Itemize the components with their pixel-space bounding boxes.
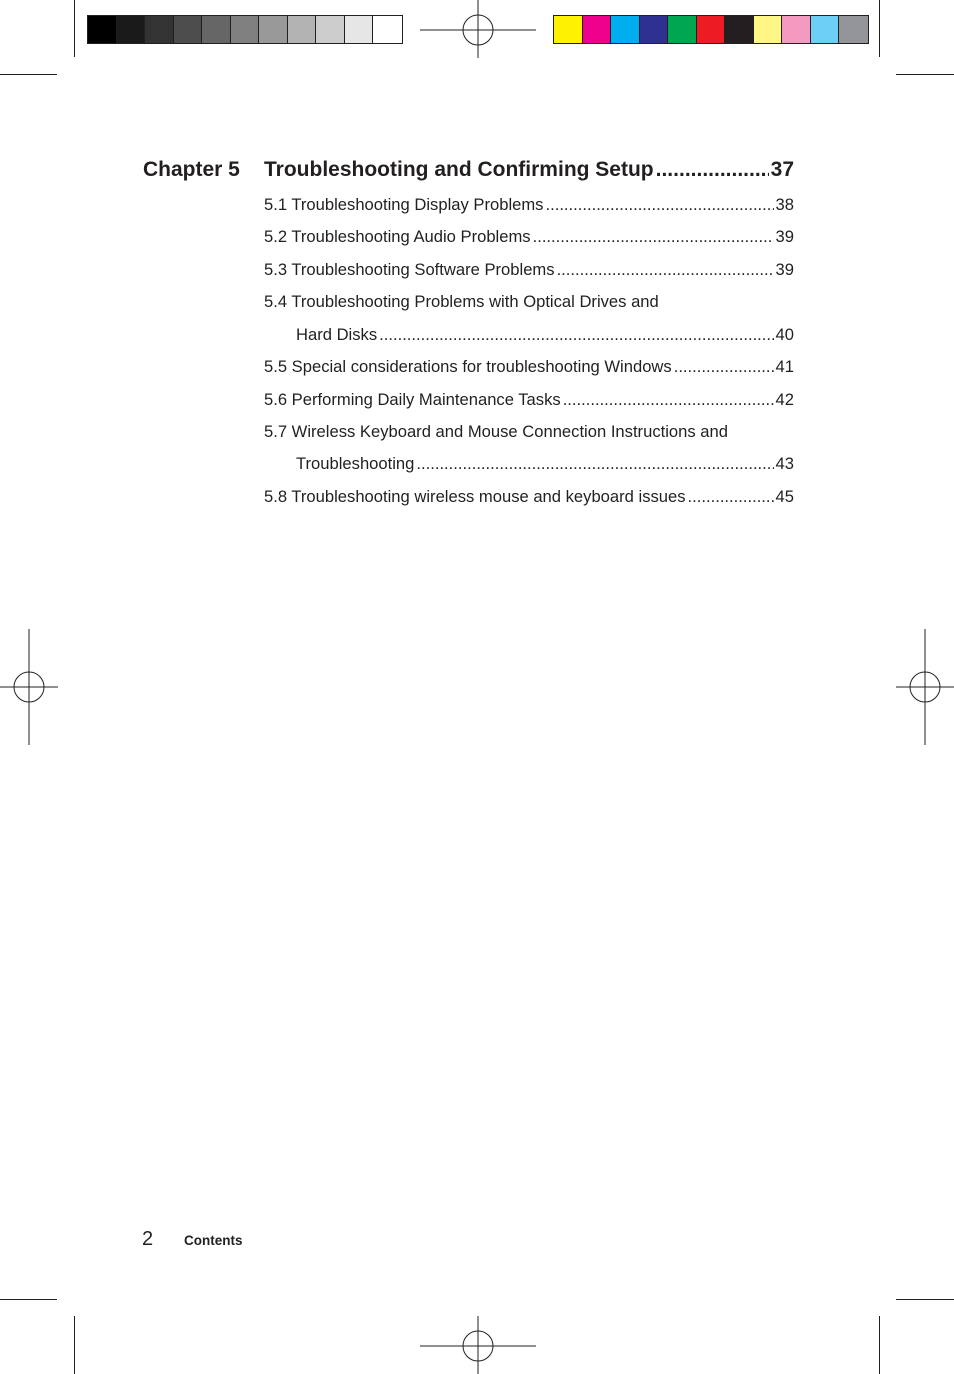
chapter-title: Troubleshooting and Confirming Setup: [264, 158, 654, 181]
toc-entry: 5.3 Troubleshooting Software Problems ..... 39: [264, 260, 794, 280]
footer-section-label: Contents: [184, 1233, 243, 1248]
grayscale-color-bar: [87, 15, 403, 44]
toc-entry: 5.6 Performing Daily Maintenance Tasks ..... 42: [264, 390, 794, 410]
color-swatch: [117, 16, 146, 43]
color-swatch: [839, 16, 868, 43]
dot-leader: [656, 158, 769, 182]
toc-entry: 5.2 Troubleshooting Audio Problems ..... 39: [264, 227, 794, 247]
crop-mark: [0, 1299, 57, 1300]
crop-mark: [0, 74, 57, 75]
color-swatch: [668, 16, 697, 43]
registration-mark-icon: [896, 629, 954, 745]
color-swatch: [611, 16, 640, 43]
toc-entry: 5.7 Wireless Keyboard and Mouse Connection Instructions and: [264, 422, 728, 441]
color-swatch: [288, 16, 317, 43]
chapter-page: 37: [770, 158, 794, 181]
crop-mark: [879, 1316, 880, 1374]
color-swatch: [554, 16, 583, 43]
registration-mark-icon: [420, 0, 536, 60]
crop-mark: [879, 0, 880, 57]
registration-mark-icon: [420, 1316, 536, 1374]
color-swatch: [782, 16, 811, 43]
color-swatch: [174, 16, 203, 43]
color-swatch: [88, 16, 117, 43]
color-swatch: [345, 16, 374, 43]
color-swatch: [231, 16, 260, 43]
crop-mark: [74, 0, 75, 57]
page-number: 2: [142, 1228, 154, 1250]
process-color-bar: [553, 15, 869, 44]
color-swatch: [725, 16, 754, 43]
chapter-number: Chapter 5: [143, 158, 240, 181]
toc-entry: 5.1 Troubleshooting Display Problems ..... 38: [264, 195, 794, 215]
color-swatch: [697, 16, 726, 43]
crop-mark: [896, 1299, 954, 1300]
toc-entry: 5.5 Special considerations for troubleshooting Windows ..... 41: [264, 357, 794, 377]
color-swatch: [811, 16, 840, 43]
registration-mark-icon: [0, 629, 58, 745]
color-swatch: [754, 16, 783, 43]
color-swatch: [202, 16, 231, 43]
crop-mark: [896, 74, 954, 75]
color-swatch: [373, 16, 402, 43]
toc-entry: 5.8 Troubleshooting wireless mouse and keyboard issues ..... 45: [264, 487, 794, 507]
color-swatch: [316, 16, 345, 43]
toc-entry-continuation: Hard Disks ..... 40: [296, 325, 794, 345]
color-swatch: [583, 16, 612, 43]
toc-entry: 5.4 Troubleshooting Problems with Optical Drives and: [264, 292, 659, 311]
color-swatch: [640, 16, 669, 43]
toc-chapter-heading: [143, 158, 794, 188]
color-swatch: [145, 16, 174, 43]
crop-mark: [74, 1316, 75, 1374]
color-swatch: [259, 16, 288, 43]
toc-entry-continuation: Troubleshooting ..... 43: [296, 454, 794, 474]
